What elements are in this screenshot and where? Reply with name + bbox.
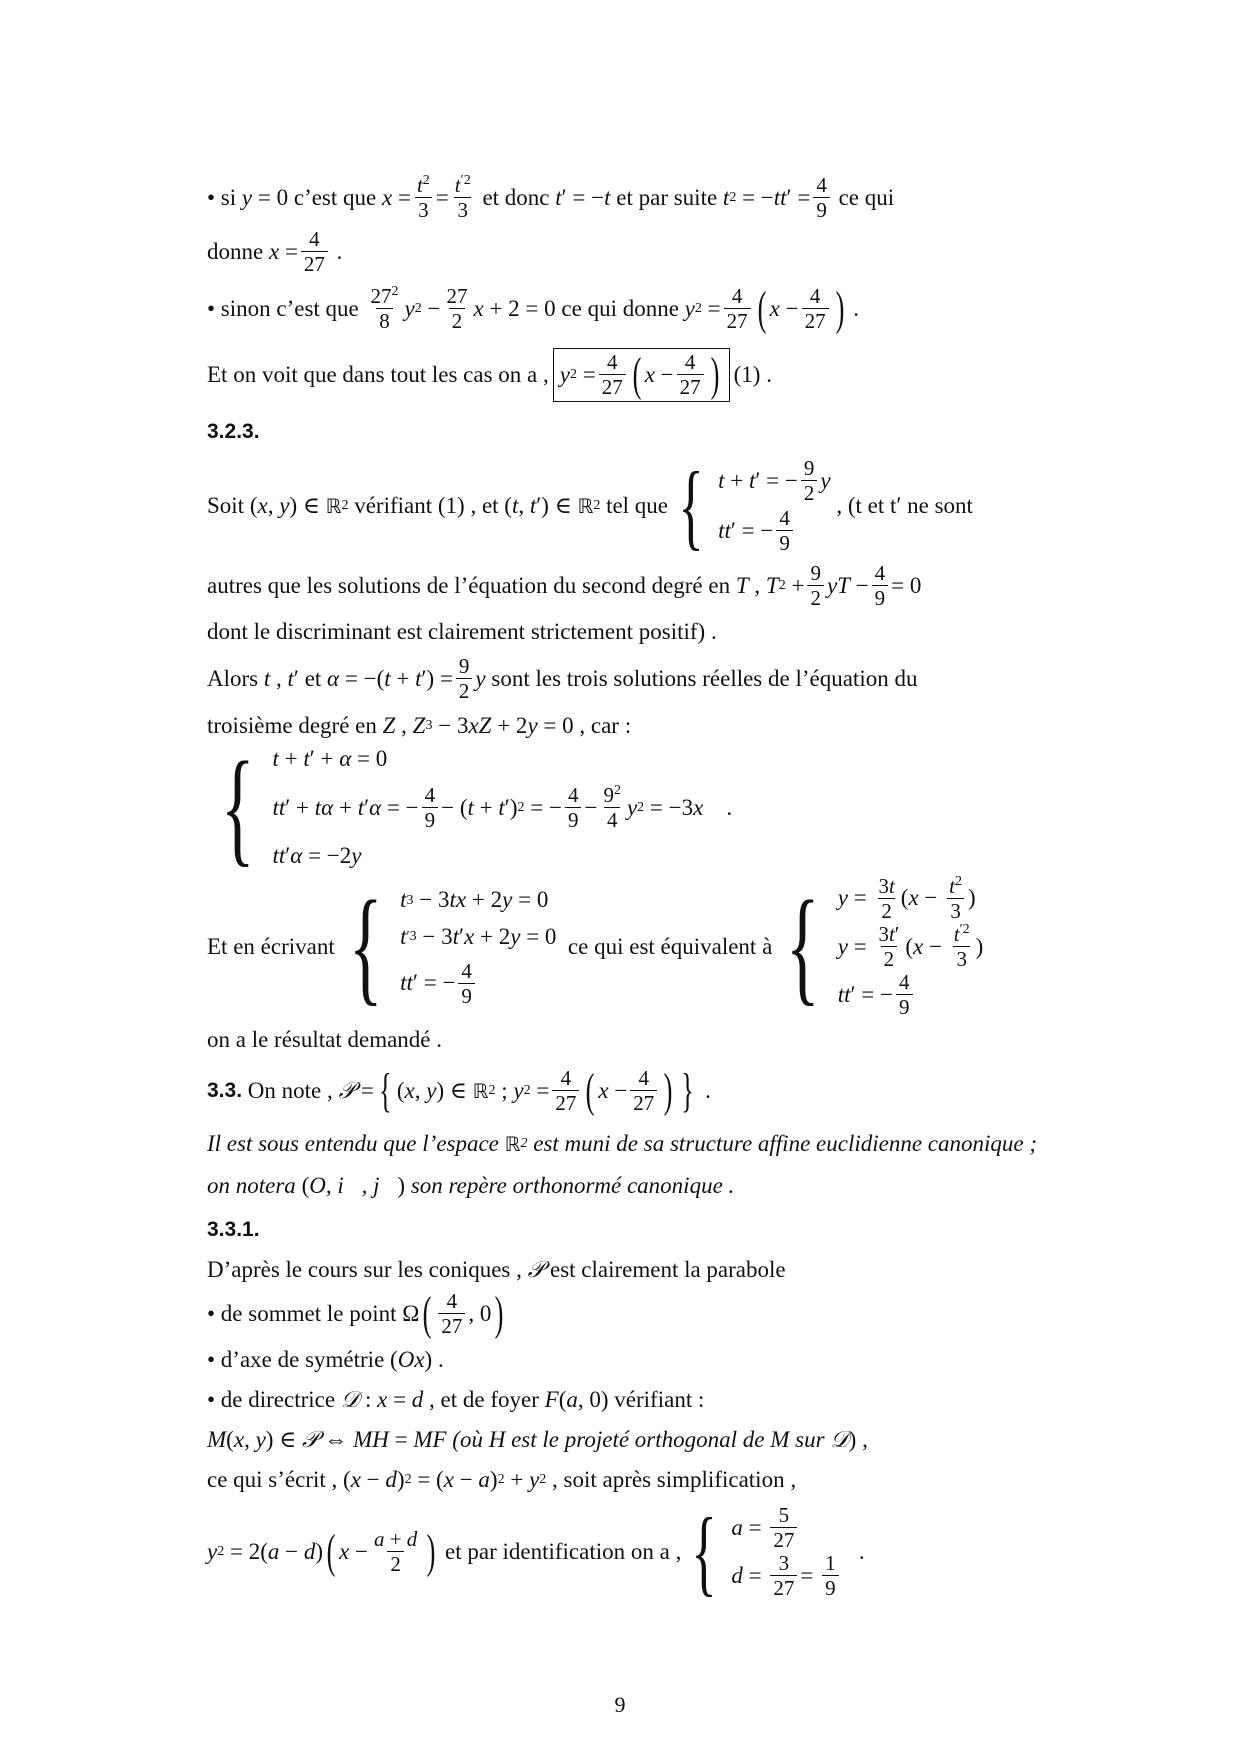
text: On note , — [247, 1077, 333, 1103]
text: , et de foyer — [429, 1386, 539, 1412]
system-sum-product: t + t ′ = − $\frac{9}{2}$ y tt ′ = − $\frac{4}{9}$ — [718, 455, 831, 556]
fraction: $\frac{27^2}{8}$ — [370, 283, 399, 333]
fraction: $\frac{t^2}{3}$ — [416, 172, 430, 222]
text: donne — [207, 238, 264, 264]
section-3-2-3: 3.2.3. — [207, 419, 260, 443]
text: Et on voit que dans tout les cas on a , — [207, 361, 549, 387]
text: • sinon c’est que — [207, 295, 359, 321]
text: • si — [207, 184, 237, 210]
text: • d’axe de symétrie — [207, 1346, 385, 1372]
text: troisième degré en — [207, 712, 377, 738]
text: Il est sous entendu que l’espace — [207, 1130, 499, 1156]
line-discriminant: dont le discriminant est clairement strictement positif) . — [207, 618, 717, 644]
fraction: $\frac{27}{2}$ — [446, 283, 468, 333]
line-alors: Alors t , t ′ et α = −( t + t ′) = $\frac{9}{2}$ y sont les trois solutions réelles de l’équation du — [207, 653, 918, 703]
text: , car : — [579, 712, 632, 738]
line-case-y-zero: • si y = 0 c’est que x = $\frac{t^2}{3}$ = $\frac{t^{'2}}{3}$ et donc t ′ = − t et par suite t 2 = − tt ′ = $\frac{4}{9}$ ce qui — [207, 172, 895, 222]
text: sur — [795, 1426, 825, 1452]
text: (où — [452, 1426, 483, 1452]
text: autres que les solutions de l’équation du second degré en — [207, 572, 731, 598]
line-second-degree: autres que les solutions de l’équation du second degré en T , T 2 + $\frac{9}{2}$ yT − $\frac{4}{9}$ = 0 — [207, 560, 922, 610]
text: vérifiant : — [614, 1386, 705, 1412]
text: et par identification on a , — [445, 1538, 682, 1564]
fraction: $\frac{4}{27}$ — [301, 228, 328, 276]
line-en-ecrivant: Et en écrivant { t 3 − 3 tx + 2 y = 0 t ′3 − 3 t ′ x + 2 y = 0 tt ′ = − $\frac{4}{9}$ ce qui est équivalent à { y = $\frac{3t}{2}$ ( x − $\frac{t^2}{3}$ ) y = $\frac{3t'}{2}$ ( x − $\frac{t^{'2}}{3}$ ) tt ′ = − $\frac{4}{9}$ — [207, 873, 984, 1020]
line-sous-entendu: Il est sous entendu que l’espace ℝ 2 est muni de sa structure affine euclidienne canonique ; — [207, 1124, 1095, 1164]
section-3-3: 3.3. — [207, 1078, 243, 1102]
text: est le projeté orthogonal de — [511, 1426, 765, 1452]
text: on notera — [207, 1172, 296, 1198]
fraction: $\frac{4}{27}$ — [677, 351, 704, 399]
text: ce qui s’écrit , — [207, 1466, 338, 1492]
line-repere: on notera ( O , i⃗ , j⃗ ) son repère orthonormé canonique . — [207, 1164, 1095, 1208]
line-third-degree: troisième degré en Z , Z 3 − 3 xZ + 2 y = 0 , car : — [207, 708, 1095, 744]
line-identification: y 2 = 2( a − d ) ( x − $\frac{a + d}{2}$ ) et par identification on a , { a = $\frac{5}{27}$ d = $\frac{3}{27}$ = $\frac{1}{9}$ . — [207, 1497, 865, 1605]
fraction: $\frac{4}{27}$ — [802, 285, 829, 333]
line-result: on a le résultat demandé . — [207, 1026, 443, 1052]
text: , soit après simplification , — [552, 1466, 797, 1492]
line-on-note: 3.3. On note , 𝒫 = { ( x , y ) ∈ ℝ 2 ; y 2 = $\frac{4}{27}$ ( x − $\frac{4}{27}$ ) } . — [207, 1064, 711, 1117]
line-sommet: • de sommet le point Ω ( $\frac{4}{27}$ , 0 ) — [207, 1287, 504, 1340]
system-vieta: { t + t ′ + α = 0 tt ′ + tα + t ′ α = − $\frac{4}{9}$ − ( t + t ′) 2 = − $\frac{4}{9}$ − $\frac{9^2}{4}$ y 2 = −3 x . tt ′ α = −2 y — [220, 736, 733, 879]
text: est muni de sa structure affine euclidienne canonique ; — [533, 1130, 1038, 1156]
fraction: $\frac{4}{27}$ — [599, 351, 626, 399]
text: ce qui — [838, 184, 895, 210]
text: (1) . — [733, 361, 772, 387]
line-axe: • d’axe de symétrie ( Ox ) . — [207, 1340, 1095, 1380]
text: Soit — [207, 492, 245, 518]
text: • de sommet le point — [207, 1300, 397, 1326]
text: D’après le cours sur les coniques , — [207, 1256, 522, 1282]
line-all-cases — [207, 340, 1095, 410]
section-3-3-1: 3.3.1. — [207, 1217, 260, 1241]
text: c’est que — [293, 184, 377, 210]
text: et par suite — [616, 184, 718, 210]
text: son repère orthonormé canonique . — [410, 1172, 735, 1198]
text: Alors — [207, 665, 259, 691]
line-otherwise: • sinon c’est que $\frac{27^2}{8}$ y 2 − $\frac{27}{2}$ x + 2 = 0 ce qui donne y 2 = $\frac{4}{27}$ ( x − $\frac{4}{27}$ ) . — [207, 282, 860, 335]
text: sont les trois solutions réelles de l’équation du — [491, 665, 918, 691]
text: vérifiant (1) , et — [354, 492, 499, 518]
text: et donc — [482, 184, 550, 210]
line-gives-x: donne x = $\frac{4}{27}$ . — [207, 226, 343, 276]
line-mh-mf: M ( x , y ) ∈ 𝒫 ⇔ MH = MF (où H est le projeté orthogonal de M sur 𝒟 ) , — [207, 1426, 868, 1453]
text: ce qui donne — [561, 295, 679, 321]
boxed-equation: y 2 = $\frac{4}{27}$ ( x − $\frac{4}{27}$ ) — [553, 348, 730, 402]
text: est clairement la parabole — [549, 1256, 786, 1282]
fraction: $\frac{4}{27}$ — [724, 285, 751, 333]
text: Et en écrivant — [207, 933, 335, 959]
fraction: $\frac{4}{9}$ — [813, 174, 830, 222]
line-soit: Soit ( x , y ) ∈ ℝ 2 vérifiant (1) , et ( t , t ′) ∈ ℝ 2 tel que { t + t ′ = − $\frac{9}{2}$ y tt ′ = − $\frac{4}{9}$ , (t et t′ ne sont — [207, 451, 973, 559]
page-content — [207, 170, 1095, 1604]
line-ecrit: ce qui s’écrit , ( x − d ) 2 = ( x − a ) 2 + y 2 , soit après simplification , — [207, 1460, 1095, 1500]
text: • de directrice — [207, 1386, 336, 1412]
line-directrice: • de directrice 𝒟 : x = d , et de foyer F ( a , 0) vérifiant : — [207, 1386, 705, 1413]
fraction: $\frac{t^{'2}}{3}$ — [454, 172, 471, 222]
line-cours: D’après le cours sur les coniques , 𝒫 est clairement la parabole — [207, 1256, 786, 1283]
text: , (t et t′ ne sont — [836, 492, 973, 518]
text: tel que — [606, 492, 669, 518]
page-number: 9 — [614, 1692, 626, 1717]
text: ce qui est équivalent à — [567, 933, 773, 959]
